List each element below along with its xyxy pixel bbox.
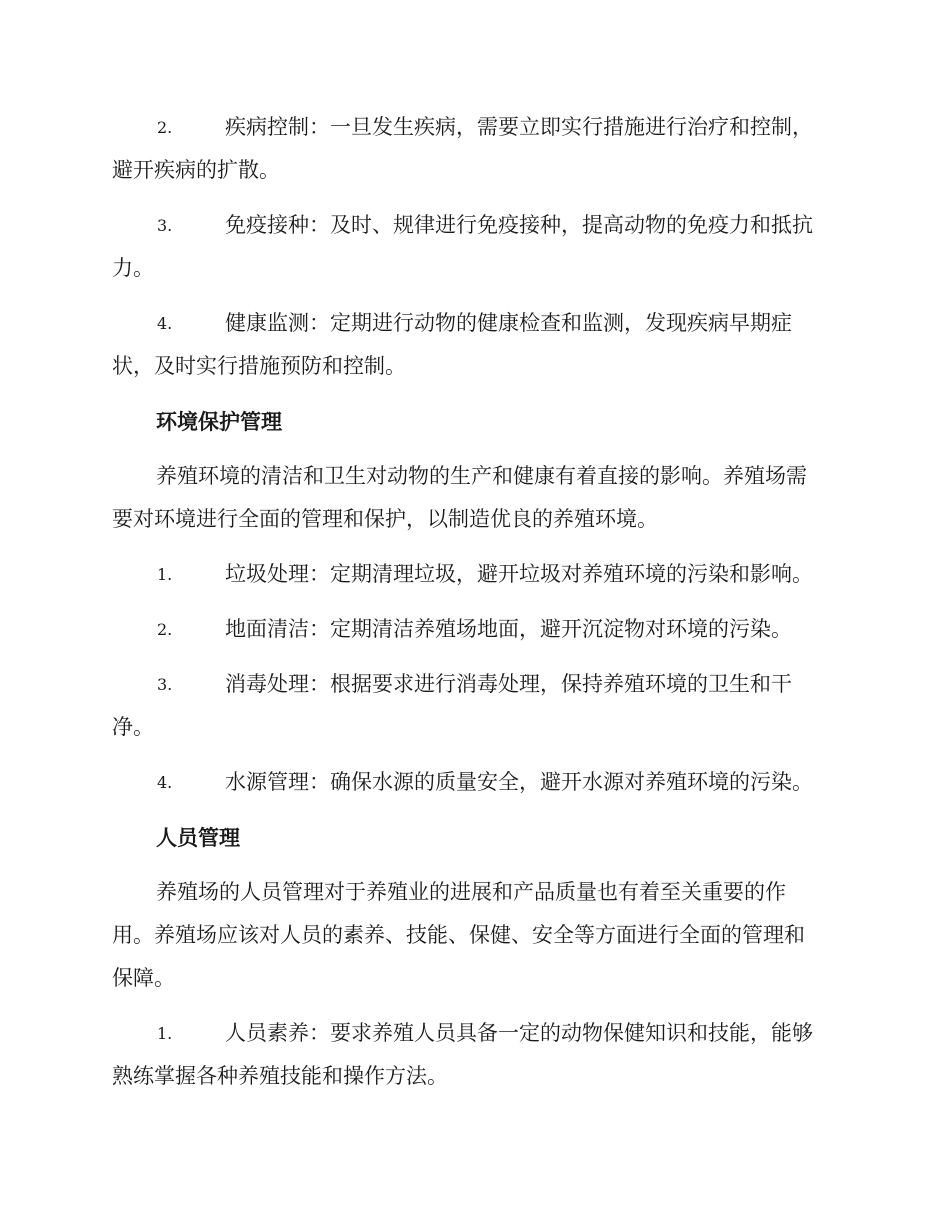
list-text-line: 状，及时实行措施预防和控制。 [112,354,406,378]
list-number: 4. [157,314,173,333]
list-text-line: 地面清洁：定期清洁养殖场地面，避开沉淀物对环境的污染。 [225,617,792,641]
list-text-line: 熟练掌握各种养殖技能和操作方法。 [112,1064,448,1088]
list-item-disinfection [112,663,838,749]
list-number: 2. [157,118,173,137]
list-text-line: 消毒处理：根据要求进行消毒处理，保持养殖环境的卫生和干 [225,672,792,696]
paragraph-line: 保障。 [112,966,175,990]
list-number: 1. [157,1024,173,1043]
list-number: 3. [157,216,173,235]
list-item-immunization [112,204,838,290]
list-item-health-monitoring [112,302,838,388]
paragraph-environment [112,455,838,541]
list-text-line: 净。 [112,715,154,739]
list-number: 1. [157,565,173,584]
list-number: 2. [157,620,173,639]
list-item-floor-cleaning [112,608,838,651]
paragraph-line: 养殖场的人员管理对于养殖业的进展和产品质量也有着至关重要的作 [156,880,786,904]
list-number: 3. [157,675,173,694]
list-item-water-source [112,761,838,804]
list-text-line: 疾病控制：一旦发生疾病，需要立即实行措施进行治疗和控制， [225,115,813,139]
list-number: 4. [157,773,173,792]
list-item-staff-quality [112,1012,838,1098]
list-text-line: 健康监测：定期进行动物的健康检查和监测，发现疾病早期症 [225,311,792,335]
list-text-line: 水源管理：确保水源的质量安全，避开水源对养殖环境的污染。 [225,770,813,794]
list-text-line: 人员素养：要求养殖人员具备一定的动物保健知识和技能，能够 [225,1021,813,1045]
section-heading-staff: 人员管理 [156,825,240,850]
list-item-garbage [112,553,838,596]
list-text-line: 垃圾处理：定期清理垃圾，避开垃圾对养殖环境的污染和影响。 [225,562,813,586]
paragraph-line: 要对环境进行全面的管理和保护，以制造优良的养殖环境。 [112,507,658,531]
document-body [112,106,838,1110]
list-text-line: 免疫接种：及时、规律进行免疫接种，提高动物的免疫力和抵抗 [225,213,813,237]
paragraph-line: 用。养殖场应该对人员的素养、技能、保健、安全等方面进行全面的管理和 [112,923,805,947]
paragraph-staff [112,871,838,1000]
section-heading-environment: 环境保护管理 [156,409,282,434]
list-item-disease-control [112,106,838,192]
list-text-line: 避开疾病的扩散。 [112,158,280,182]
paragraph-line: 养殖环境的清洁和卫生对动物的生产和健康有着直接的影响。养殖场需 [156,464,807,488]
list-text-line: 力。 [112,256,154,280]
